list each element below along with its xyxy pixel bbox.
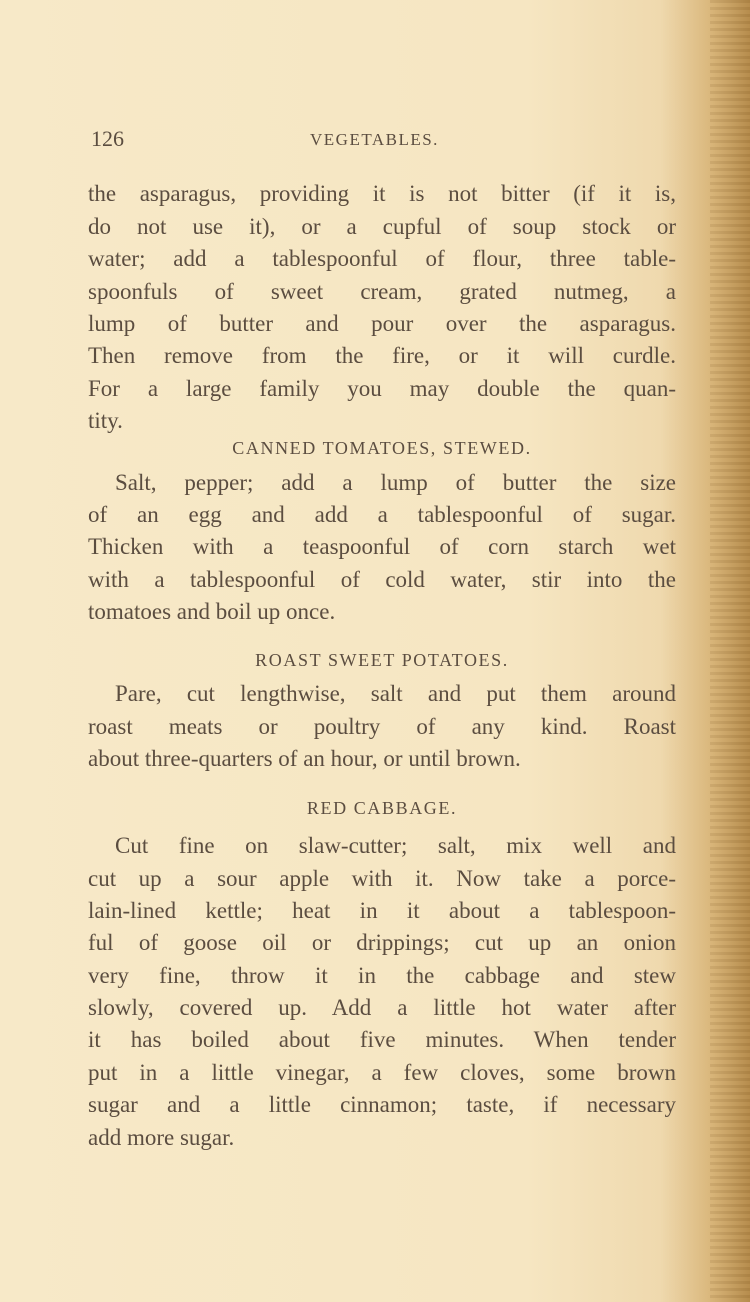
text-line: it has boiled about five minutes. When tender — [88, 1027, 676, 1052]
text-line: add more sugar. — [88, 1125, 235, 1150]
text-line: For a large family you may double the quan- — [88, 376, 676, 401]
text-line: about three-quarters of an hour, or until brown. — [88, 746, 521, 771]
text-line: of an egg and add a tablespoonful of sugar. — [88, 502, 676, 527]
text-line: slowly, covered up. Add a little hot water after — [88, 995, 676, 1020]
text-line: Thicken with a teaspoonful of corn starch wet — [88, 534, 676, 559]
page-edge-shading — [710, 0, 750, 1302]
text-line: cut up a sour apple with it. Now take a porce- — [88, 866, 676, 891]
section-heading: ROAST SWEET POTATOES. — [255, 650, 509, 670]
text-line: lain-lined kettle; heat in it about a tablespoon- — [88, 898, 676, 923]
page-number: 126 — [91, 126, 124, 151]
text-line: sugar and a little cinnamon; taste, if necessary — [88, 1092, 676, 1117]
section-heading: RED CABBAGE. — [306, 798, 458, 818]
text-line: Cut fine on slaw-cutter; salt, mix well and — [115, 833, 676, 858]
text-line: very fine, throw it in the cabbage and stew — [88, 963, 676, 988]
text-line: Pare, cut lengthwise, salt and put them around — [115, 681, 676, 706]
text-line: put in a little vinegar, a few cloves, some brown — [88, 1060, 676, 1085]
text-line: do not use it), or a cupful of soup stock or — [88, 214, 676, 239]
text-line: ful of goose oil or drippings; cut up an onion — [88, 930, 676, 955]
running-title: VEGETABLES. — [310, 130, 439, 149]
text-line: tity. — [88, 408, 123, 433]
text-line: lump of butter and pour over the asparagus. — [88, 311, 676, 336]
text-line: Salt, pepper; add a lump of butter the size — [115, 470, 676, 495]
text-line: with a tablespoonful of cold water, stir into the — [88, 567, 676, 592]
text-line: tomatoes and boil up once. — [88, 599, 336, 624]
text-line: water; add a tablespoonful of flour, three table- — [88, 246, 676, 271]
text-line: the asparagus, providing it is not bitter (if it is, — [88, 181, 676, 206]
text-line: roast meats or poultry of any kind. Roast — [88, 714, 676, 739]
text-line: Then remove from the fire, or it will curdle. — [88, 343, 676, 368]
page-header — [88, 126, 676, 156]
text-line: spoonfuls of sweet cream, grated nutmeg, a — [88, 279, 676, 304]
section-heading: CANNED TOMATOES, STEWED. — [232, 438, 532, 458]
